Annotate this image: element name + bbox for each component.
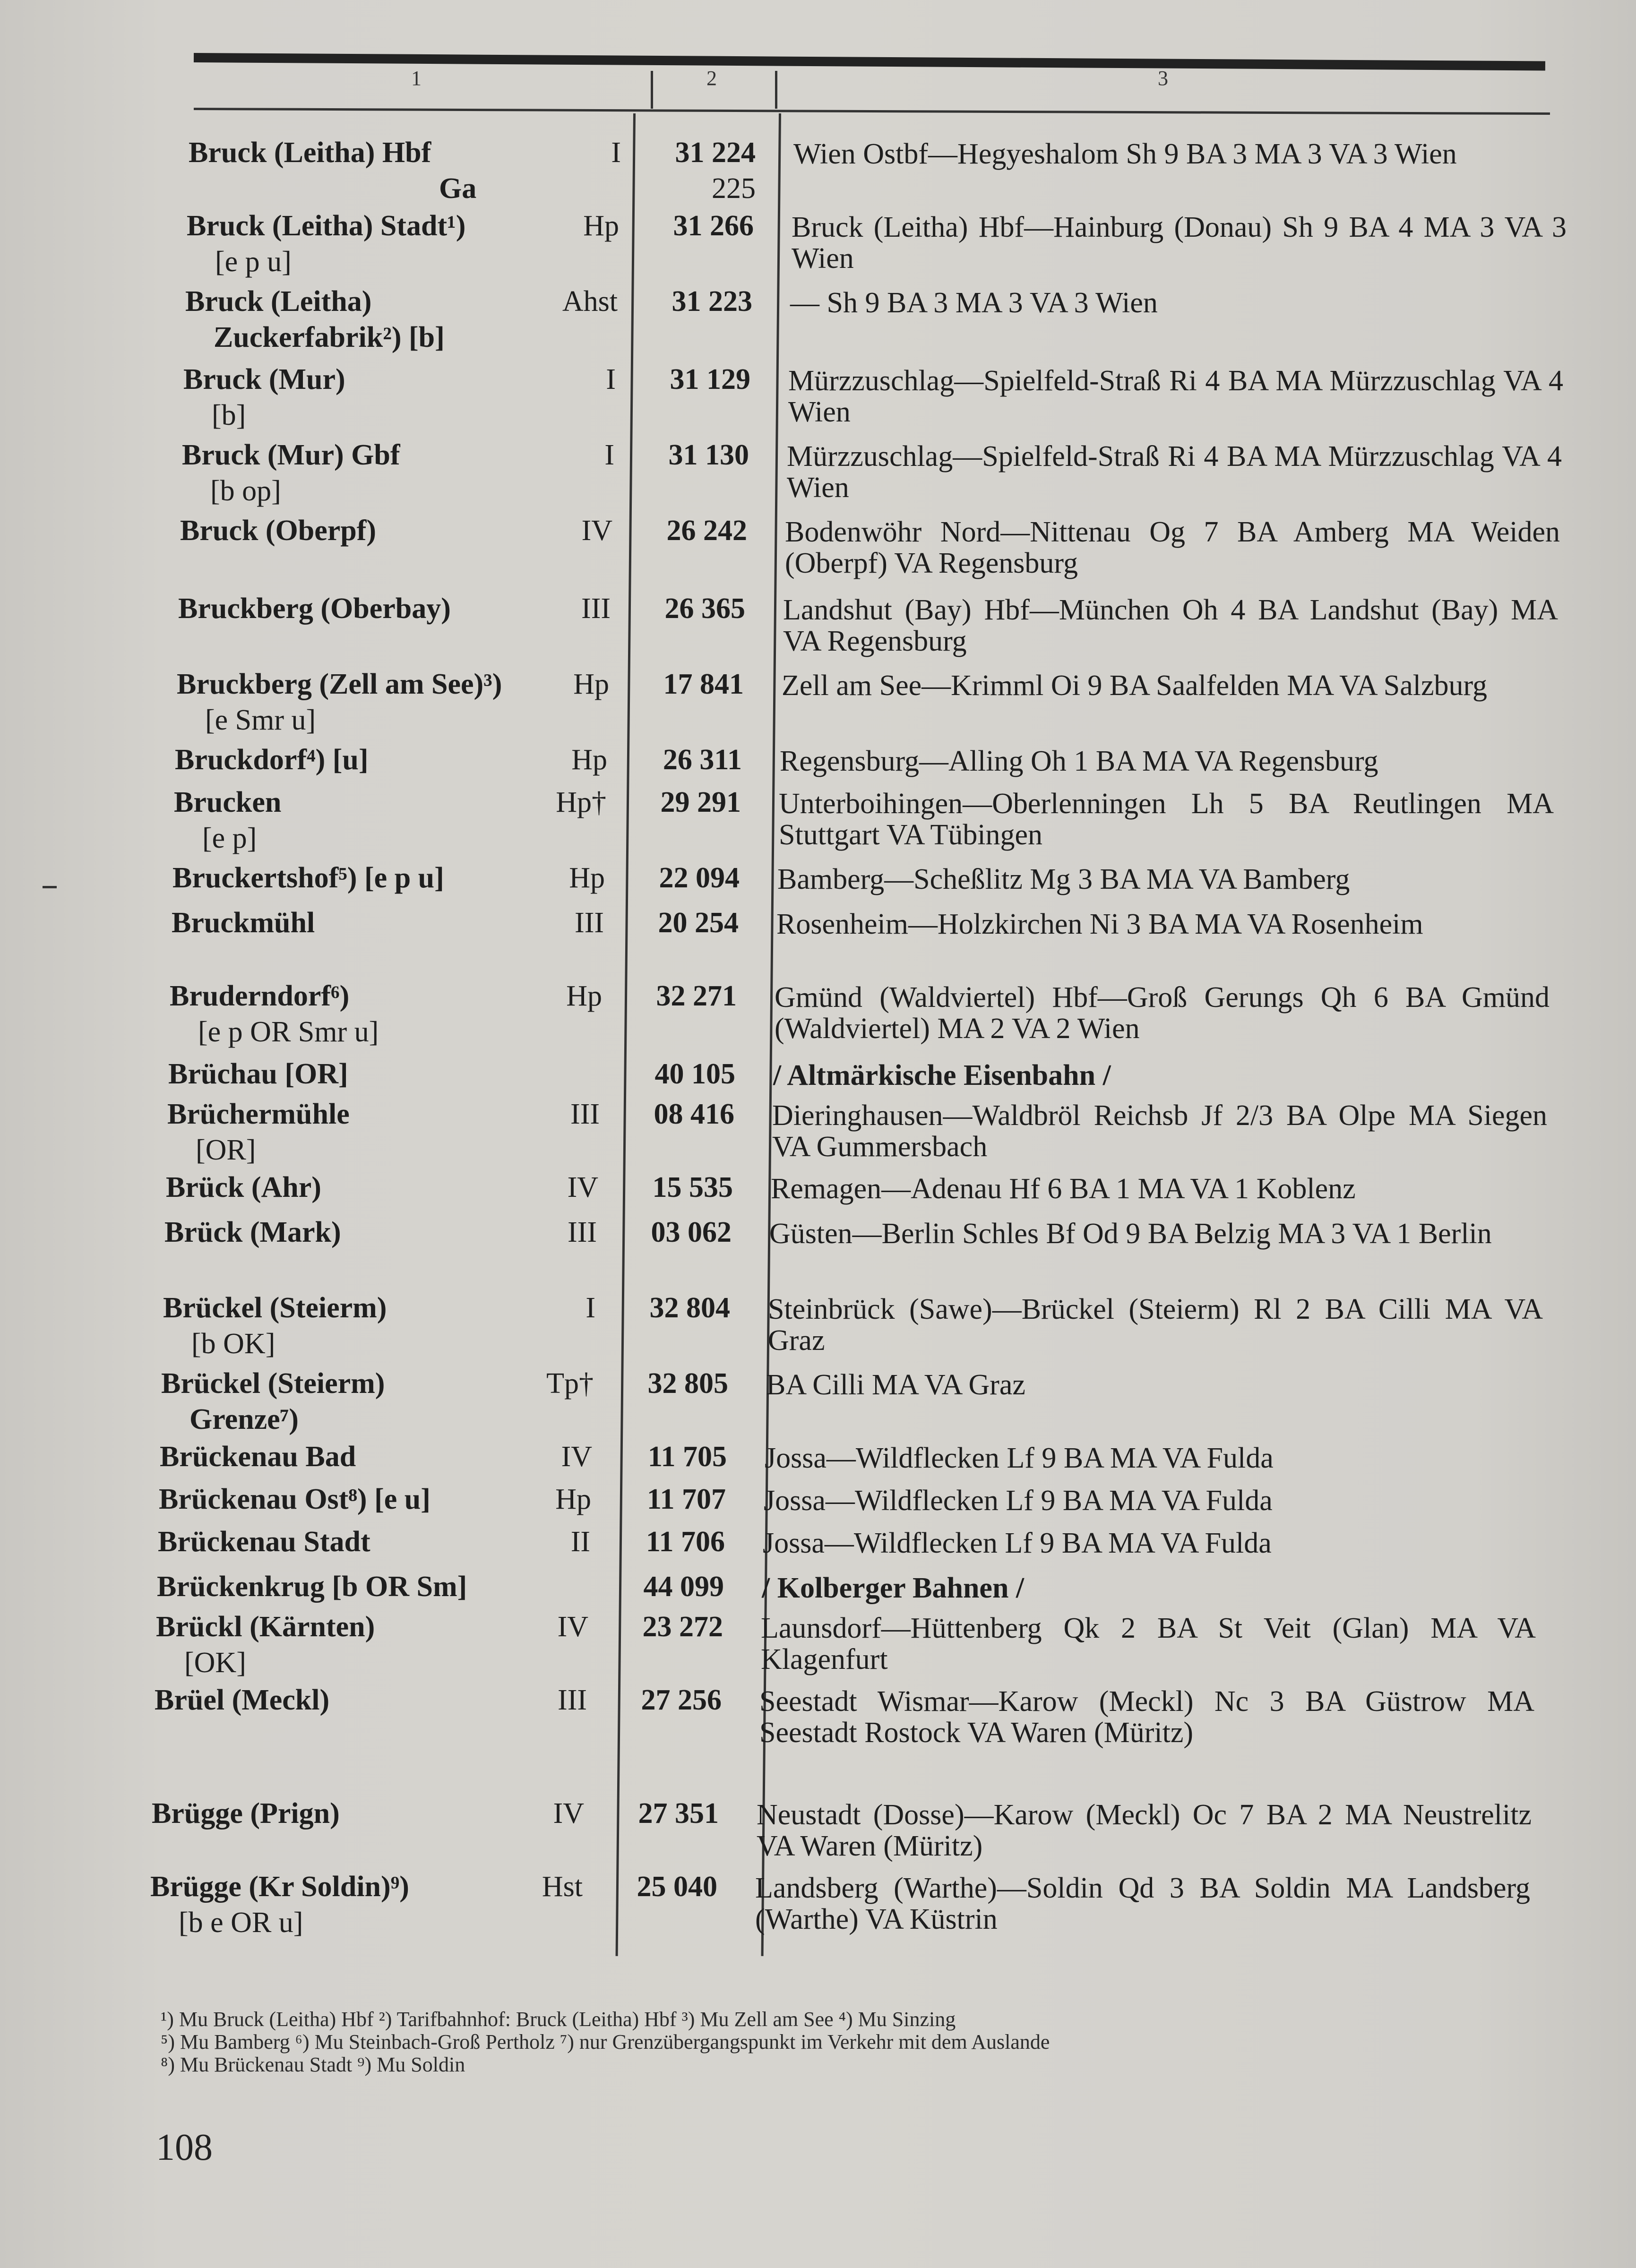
station-number-text: 03 062 bbox=[651, 1216, 732, 1248]
station-class: Hp bbox=[569, 862, 605, 894]
station-number-text: 44 099 bbox=[643, 1571, 724, 1603]
station-number bbox=[598, 1796, 719, 1831]
station-class: I bbox=[586, 1292, 595, 1324]
station-name bbox=[187, 208, 465, 280]
station-number-text: 17 841 bbox=[663, 668, 744, 700]
station-number-text: 25 040 bbox=[637, 1871, 717, 1903]
station-name-text: Bruderndorf⁶) bbox=[170, 980, 350, 1012]
station-class: Tp† bbox=[546, 1367, 594, 1400]
route-description: Unterboihingen—Oberlenningen Lh 5 BA Reutlingen MA Stuttgart VA Tübingen bbox=[779, 788, 1554, 851]
station-number bbox=[616, 978, 737, 1014]
column-number-1: 1 bbox=[411, 67, 422, 90]
header-divider-2 bbox=[775, 71, 777, 109]
station-number-text: 11 706 bbox=[646, 1526, 725, 1558]
route-description: Regensburg—Alling Oh 1 BA MA VA Regensburg bbox=[780, 745, 1378, 777]
station-number-text: 31 223 bbox=[672, 285, 752, 318]
page-number: 108 bbox=[156, 2127, 213, 2168]
station-name-text: Brügge (Kr Soldin)⁹) bbox=[150, 1871, 409, 1903]
station-name-text: Bruck (Leitha) Stadt¹) bbox=[187, 210, 466, 242]
station-name bbox=[150, 1869, 409, 1941]
station-name-text: Brückenau Stadt bbox=[158, 1526, 370, 1558]
station-name bbox=[174, 784, 281, 856]
station-name-text: Brück (Ahr) bbox=[166, 1171, 321, 1203]
station-number-text: 26 242 bbox=[666, 515, 747, 547]
station-name-text: Brüel (Meckl) bbox=[155, 1684, 330, 1716]
station-name bbox=[185, 284, 445, 355]
station-number bbox=[620, 784, 741, 820]
station-name-text: Brüchau [OR] bbox=[168, 1058, 348, 1090]
station-note: [e p u] bbox=[215, 246, 292, 278]
route-description: Remagen—Adenau Hf 6 BA 1 MA VA 1 Koblenz bbox=[771, 1173, 1356, 1205]
station-number-text: 27 256 bbox=[641, 1684, 722, 1716]
margin-mark bbox=[43, 886, 57, 888]
station-name bbox=[172, 905, 315, 941]
station-number-text: 40 105 bbox=[654, 1058, 735, 1090]
station-name bbox=[156, 1609, 375, 1681]
station-note: [e p OR Smr u] bbox=[198, 1016, 379, 1048]
station-number bbox=[611, 1214, 732, 1250]
station-class: Hp bbox=[583, 210, 619, 242]
station-number bbox=[618, 905, 739, 941]
station-number bbox=[603, 1609, 723, 1645]
station-number bbox=[632, 284, 752, 319]
station-number-text: 11 705 bbox=[647, 1441, 727, 1473]
station-class: Hp bbox=[573, 668, 609, 700]
station-class: III bbox=[581, 593, 611, 625]
station-number-text: 29 291 bbox=[660, 786, 741, 818]
station-name bbox=[158, 1524, 370, 1560]
station-number bbox=[627, 513, 747, 549]
footnote-line-2: ⁵) Mu Bamberg ⁶) Mu Steinbach-Groß Pertholz ⁷) nur Grenzübergangspunkt im Verkehr mit dem Auslande bbox=[161, 2030, 1050, 2053]
station-number bbox=[612, 1169, 733, 1205]
station-number-text: 31 129 bbox=[670, 363, 750, 395]
route-description: Zell am See—Krimml Oi 9 BA Saalfelden MA VA Salzburg bbox=[782, 670, 1488, 702]
footnote-line-1: ¹) Mu Bruck (Leitha) Hbf ²) Tarifbahnhof: Bruck (Leitha) Hbf ³) Mu Zell am See ⁴) Mu Sinzing bbox=[161, 2008, 956, 2031]
station-number bbox=[619, 860, 740, 896]
station-class: Hst bbox=[542, 1871, 583, 1903]
route-description: Bodenwöhr Nord—Nittenau Og 7 BA Amberg MA Weiden (Oberpf) VA Regensburg bbox=[785, 516, 1560, 579]
station-class: IV bbox=[581, 515, 612, 547]
station-name bbox=[175, 742, 369, 778]
station-class: Hp† bbox=[556, 786, 606, 818]
station-number bbox=[606, 1439, 727, 1475]
station-name-text: Bruck (Oberpf) bbox=[180, 515, 377, 547]
station-number-text: 15 535 bbox=[652, 1171, 733, 1203]
station-note: [OK] bbox=[184, 1647, 246, 1679]
station-number-text: 11 707 bbox=[646, 1483, 726, 1515]
station-class: I bbox=[606, 363, 616, 395]
station-note: [b op] bbox=[210, 475, 281, 507]
station-name bbox=[160, 1439, 356, 1475]
column-number-2: 2 bbox=[706, 67, 717, 90]
station-class: III bbox=[575, 907, 604, 939]
route-description: Bamberg—Scheßlitz Mg 3 BA MA VA Bamberg bbox=[777, 863, 1350, 895]
station-number-text: 31 224 bbox=[675, 137, 756, 169]
station-name bbox=[161, 1366, 385, 1437]
station-name-text: Brucken bbox=[174, 786, 282, 818]
station-number-text: 32 271 bbox=[656, 980, 737, 1012]
footnote-line-3: ⁸) Mu Brückenau Stadt ⁹) Mu Soldin bbox=[161, 2053, 465, 2076]
station-note: [b e OR u] bbox=[179, 1907, 303, 1939]
station-class: III bbox=[568, 1216, 597, 1248]
station-name-text: Brückel (Steierm) bbox=[161, 1367, 385, 1400]
station-number bbox=[615, 1056, 735, 1092]
station-number bbox=[604, 1524, 725, 1560]
station-class: IV bbox=[557, 1611, 588, 1643]
route-description: Landshut (Bay) Hbf—München Oh 4 BA Landshut (Bay) MA VA Regensburg bbox=[783, 594, 1558, 657]
station-name bbox=[180, 513, 376, 549]
station-number-text: 32 805 bbox=[647, 1367, 728, 1400]
station-number bbox=[629, 437, 749, 473]
station-number bbox=[608, 1366, 728, 1401]
route-description: Launsdorf—Hüttenberg Qk 2 BA St Veit (Glan) MA VA Klagenfurt bbox=[761, 1612, 1536, 1675]
station-name-text: Brüchermühle bbox=[167, 1098, 350, 1130]
route-description: Mürzzuschlag—Spielfeld-Straß Ri 4 BA MA Mürzzuschlag VA 4 Wien bbox=[788, 365, 1563, 428]
column-number-3: 3 bbox=[1158, 67, 1168, 90]
station-note: [e p] bbox=[202, 822, 257, 854]
station-class: III bbox=[558, 1684, 587, 1716]
station-number-text: 26 311 bbox=[663, 744, 742, 776]
station-class: I bbox=[611, 137, 621, 169]
station-number-text: 31 130 bbox=[668, 439, 749, 471]
station-name bbox=[183, 361, 345, 433]
station-name bbox=[189, 135, 476, 206]
station-name-text: Bruckmühl bbox=[172, 907, 315, 939]
route-description: Landsberg (Warthe)—Soldin Qd 3 BA Soldin MA Landsberg (Warthe) VA Küstrin bbox=[755, 1872, 1530, 1935]
station-name-text: Bruckberg (Zell am See)³) bbox=[177, 668, 502, 700]
station-name-text: Brückel (Steierm) bbox=[163, 1292, 387, 1324]
route-description: / Altmärkische Eisenbahn / bbox=[773, 1059, 1111, 1091]
station-number-text: 20 254 bbox=[658, 907, 739, 939]
station-number bbox=[605, 1481, 726, 1517]
station-number-alt: 225 bbox=[712, 172, 756, 205]
station-note: [OR] bbox=[196, 1134, 256, 1166]
station-name bbox=[163, 1290, 387, 1362]
station-class: Hp bbox=[571, 744, 607, 776]
route-description: Gmünd (Waldviertel) Hbf—Groß Gerungs Qh 6 BA Gmünd (Waldviertel) MA 2 VA 2 Wien bbox=[775, 981, 1550, 1045]
station-note: Grenze⁷) bbox=[189, 1403, 299, 1435]
route-description: BA Cilli MA VA Graz bbox=[766, 1369, 1025, 1401]
route-description: Rosenheim—Holzkirchen Ni 3 BA MA VA Rosenheim bbox=[776, 908, 1423, 940]
station-number bbox=[610, 1290, 730, 1326]
header-rule bbox=[194, 108, 1550, 115]
station-note: [b OK] bbox=[191, 1328, 276, 1360]
station-number-text: 32 804 bbox=[649, 1292, 730, 1324]
station-number-text: 08 416 bbox=[654, 1098, 734, 1130]
station-name-text: Bruck (Mur) bbox=[183, 363, 345, 395]
header-divider-1 bbox=[651, 71, 653, 109]
station-name-text: Bruck (Leitha) bbox=[185, 285, 372, 318]
station-class: III bbox=[570, 1098, 600, 1130]
route-description: Steinbrück (Sawe)—Brückel (Steierm) Rl 2 BA Cilli MA VA Graz bbox=[768, 1293, 1543, 1357]
station-class: IV bbox=[561, 1441, 592, 1473]
station-number bbox=[614, 1096, 734, 1132]
station-note: Ga bbox=[439, 172, 477, 205]
station-name-text: Bruckdorf⁴) [u] bbox=[175, 744, 369, 776]
footnotes bbox=[161, 2008, 1531, 2076]
station-name bbox=[170, 978, 379, 1050]
station-number bbox=[621, 742, 742, 778]
station-number bbox=[633, 208, 754, 244]
route-description: Güsten—Berlin Schles Bf Od 9 BA Belzig MA 3 VA 1 Berlin bbox=[769, 1218, 1492, 1250]
station-number-text: 23 272 bbox=[642, 1611, 723, 1643]
station-number-text: 26 365 bbox=[664, 593, 745, 625]
route-description: Jossa—Wildflecken Lf 9 BA MA VA Fulda bbox=[763, 1527, 1272, 1559]
station-name-text: Brück (Mark) bbox=[164, 1216, 341, 1248]
station-name bbox=[182, 437, 400, 509]
station-class: Hp bbox=[566, 980, 602, 1012]
station-name bbox=[157, 1569, 467, 1605]
station-name-text: Bruck (Leitha) Hbf bbox=[189, 137, 431, 169]
station-class: II bbox=[570, 1526, 590, 1558]
station-number-text: 22 094 bbox=[659, 862, 740, 894]
station-number bbox=[601, 1682, 722, 1718]
station-number bbox=[630, 361, 750, 397]
station-name bbox=[166, 1169, 321, 1205]
station-name bbox=[159, 1481, 431, 1517]
station-class: IV bbox=[567, 1171, 598, 1203]
station-number bbox=[635, 135, 756, 206]
station-name-text: Bruckertshof⁵) [e p u] bbox=[172, 862, 444, 894]
route-description: Mürzzuschlag—Spielfeld-Straß Ri 4 BA MA Mürzzuschlag VA 4 Wien bbox=[787, 440, 1562, 504]
station-name bbox=[155, 1682, 329, 1718]
station-name bbox=[152, 1796, 340, 1831]
station-number bbox=[625, 591, 745, 627]
station-note: Zuckerfabrik²) [b] bbox=[214, 321, 445, 353]
station-note: [e Smr u] bbox=[205, 704, 316, 736]
station-name-text: Brügge (Prign) bbox=[152, 1797, 340, 1830]
route-description: Jossa—Wildflecken Lf 9 BA MA VA Fulda bbox=[765, 1442, 1274, 1474]
station-class: I bbox=[604, 439, 614, 471]
station-name bbox=[167, 1096, 350, 1168]
station-name bbox=[164, 1214, 341, 1250]
station-name-text: Bruck (Mur) Gbf bbox=[182, 439, 400, 471]
station-name bbox=[168, 1056, 348, 1092]
route-description: Jossa—Wildflecken Lf 9 BA MA VA Fulda bbox=[764, 1485, 1273, 1517]
station-number bbox=[597, 1869, 717, 1905]
route-description: Dieringhausen—Waldbröl Reichsb Jf 2/3 BA Olpe MA Siegen VA Gummersbach bbox=[772, 1100, 1547, 1163]
station-name bbox=[177, 666, 502, 738]
station-class: IV bbox=[553, 1797, 584, 1830]
station-number-text: 27 351 bbox=[638, 1797, 719, 1830]
station-name bbox=[178, 591, 451, 627]
route-description: Wien Ostbf—Hegyeshalom Sh 9 BA 3 MA 3 VA 3 Wien bbox=[793, 138, 1457, 170]
route-description: Neustadt (Dosse)—Karow (Meckl) Oc 7 BA 2 MA Neustrelitz VA Waren (Müritz) bbox=[757, 1799, 1532, 1862]
station-class: Ahst bbox=[562, 285, 618, 318]
station-name-text: Brückenkrug [b OR Sm] bbox=[157, 1571, 467, 1603]
route-description: Seestadt Wismar—Karow (Meckl) Nc 3 BA Güstrow MA Seestadt Rostock VA Waren (Müritz) bbox=[759, 1685, 1534, 1749]
route-description: — Sh 9 BA 3 MA 3 VA 3 Wien bbox=[790, 287, 1158, 319]
top-rule bbox=[194, 53, 1545, 70]
station-name-text: Brückl (Kärnten) bbox=[156, 1611, 375, 1643]
route-description: / Kolberger Bahnen / bbox=[762, 1572, 1025, 1604]
route-description: Bruck (Leitha) Hbf—Hainburg (Donau) Sh 9 BA 4 MA 3 VA 3 Wien bbox=[792, 211, 1567, 275]
station-note: [b] bbox=[212, 399, 246, 431]
station-class: Hp bbox=[555, 1483, 591, 1515]
station-name-text: Brückenau Ost⁸) [e u] bbox=[159, 1483, 431, 1515]
station-number-text: 31 266 bbox=[673, 210, 754, 242]
station-number bbox=[623, 666, 744, 702]
station-number bbox=[603, 1569, 724, 1605]
station-name bbox=[172, 860, 444, 896]
station-name-text: Brückenau Bad bbox=[160, 1441, 356, 1473]
station-name-text: Bruckberg (Oberbay) bbox=[178, 593, 451, 625]
